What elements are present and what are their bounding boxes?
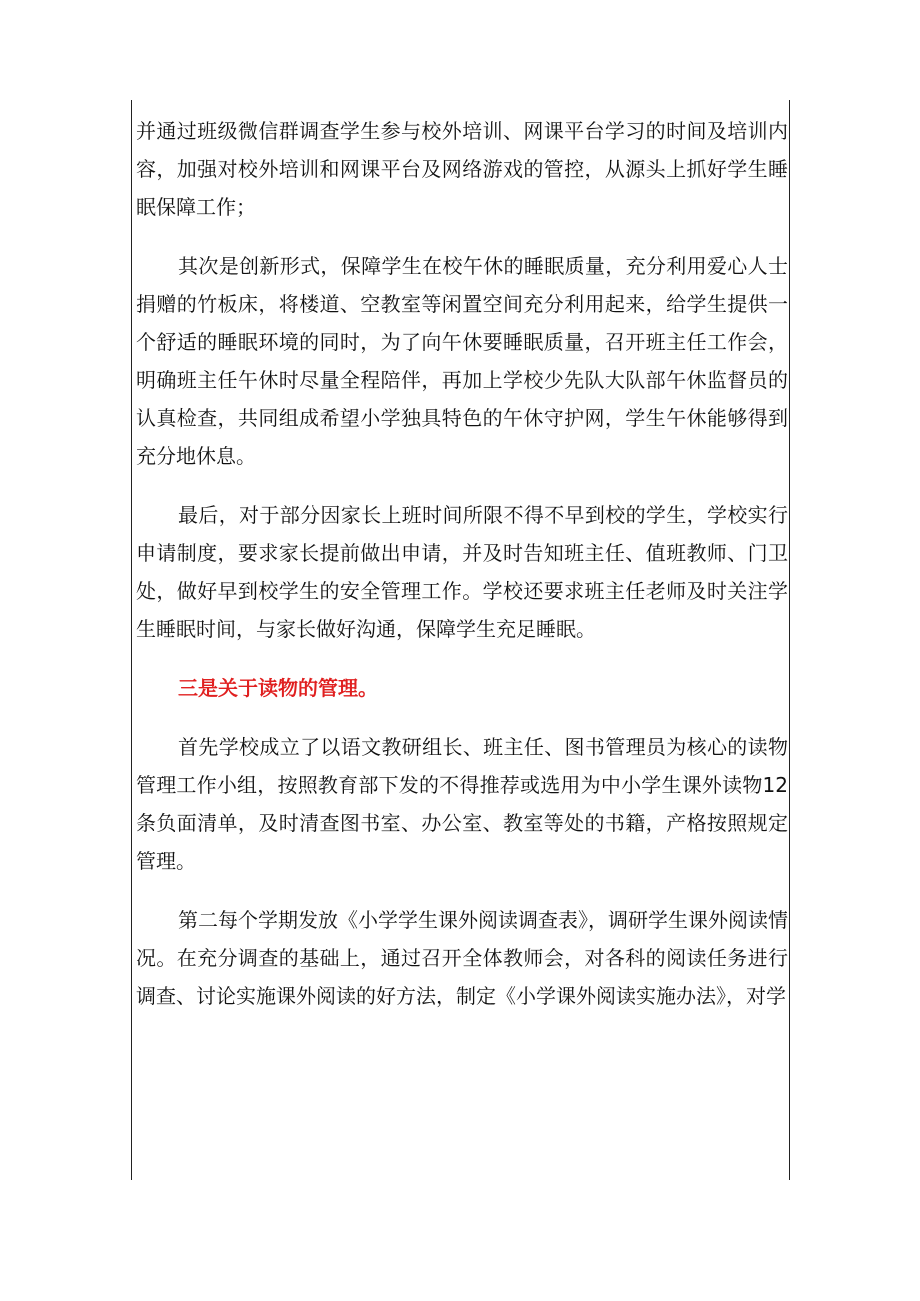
paragraph-nap-quality: 其次是创新形式，保障学生在校午休的睡眠质量，充分利用爱心人士捐赠的竹板床，将楼道、空教室等闲置空间充分利用起来，给学生提供一个舒适的睡眠环境的同时，为了向午休要睡眠质量，召开班主任工作会，明确班主任午休时尽量全程陪伴，再加上学校少先队大队部午休监督员的认真检查，共同组成希望小学独具特色的午休守护网，学生午休能够得到充分地休息。 bbox=[136, 254, 788, 468]
paragraph-early-arrival: 最后，对于部分因家长上班时间所限不得不早到校的学生，学校实行申请制度，要求家长提前做出申请，并及时告知班主任、值班教师、门卫处，做好早到校学生的安全管理工作。学校还要求班主任老师及时关注学生睡眠时间，与家长做好沟通，保障学生充足睡眠。 bbox=[136, 503, 788, 641]
paragraph-reading-management-group: 首先学校成立了以语文教研组长、班主任、图书管理员为核心的读物管理工作小组，按照教育部下发的不得推荐或选用为中小学生课外读物12条负面清单，及时清查图书室、办公室、教室等处的书籍，产格按照规定管理。 bbox=[136, 735, 788, 873]
paragraph-sleep-survey: 并通过班级微信群调查学生参与校外培训、网课平台学习的时间及培训内容，加强对校外培训和网课平台及网络游戏的管控，从源头上抓好学生睡眠保障工作； bbox=[136, 119, 788, 219]
left-margin-rule bbox=[131, 100, 132, 1180]
paragraph-reading-survey: 第二每个学期发放《小学学生课外阅读调查表》，调研学生课外阅读情况。在充分调查的基础上，通过召开全体教师会，对各科的阅读任务进行调查、讨论实施课外阅读的好方法，制定《小学课外阅读实施办法》，对学 bbox=[136, 908, 788, 1008]
document-body bbox=[136, 112, 788, 1036]
section-heading-reading-materials: 三是关于读物的管理。 bbox=[178, 676, 378, 700]
right-margin-rule bbox=[789, 100, 790, 1180]
